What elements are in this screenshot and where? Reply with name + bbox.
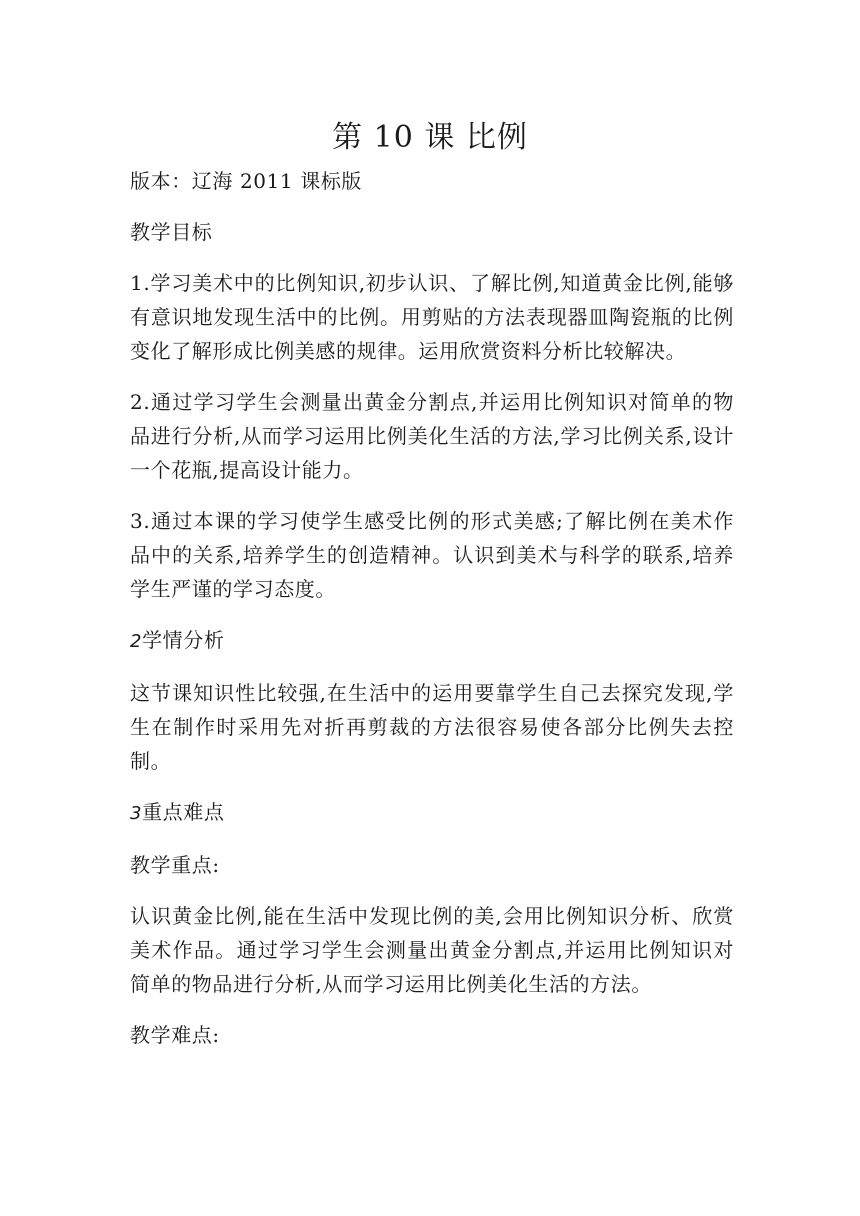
key-points-text: 认识黄金比例,能在生活中发现比例的美,会用比例知识分析、欣赏美术作品。通过学习学生会测量出黄金分割点,并运用比例知识对简单的物品进行分析,从而学习运用比例美化生活的方法。 bbox=[130, 904, 734, 996]
goal-item-3: 3.通过本课的学习使学生感受比例的形式美感;了解比例在美术作品中的关系,培养学生的创造精神。认识到美术与科学的联系,培养学生严谨的学习态度。 bbox=[130, 509, 734, 601]
key-points-label: 教学重点: bbox=[130, 853, 220, 877]
section-heading-teaching-goals: 教学目标 bbox=[130, 220, 213, 244]
student-analysis-text: 这节课知识性比较强,在生活中的运用要靠学生自己去探究发现,学生在制作时采用先对折再剪裁的方法很容易使各部分比例失去控制。 bbox=[130, 681, 734, 773]
page-title: 第 10 课 比例 bbox=[332, 120, 528, 155]
section-heading-key-difficult bbox=[130, 795, 734, 831]
goal-item-1: 1.学习美术中的比例知识,初步认识、了解比例,知道黄金比例,能够有意识地发现生活中的比例。用剪贴的方法表现器皿陶瓷瓶的比例变化了解形成比例美感的规律。运用欣赏资料分析比较解决。 bbox=[130, 271, 734, 363]
section-heading-text: 学情分析 bbox=[142, 628, 225, 652]
section-number: 2 bbox=[130, 631, 143, 652]
section-number: 3 bbox=[130, 803, 143, 824]
section-heading-text: 重点难点 bbox=[142, 800, 225, 824]
goal-item-2: 2.通过学习学生会测量出黄金分割点,并运用比例知识对简单的物品进行分析,从而学习运用比例美化生活的方法,学习比例关系,设计一个花瓶,提高设计能力。 bbox=[130, 390, 734, 482]
difficult-points-label: 教学难点: bbox=[130, 1023, 220, 1047]
section-heading-student-analysis bbox=[130, 623, 734, 659]
document-body bbox=[130, 164, 734, 1069]
edition-line: 版本：辽海 2011 课标版 bbox=[130, 169, 363, 193]
